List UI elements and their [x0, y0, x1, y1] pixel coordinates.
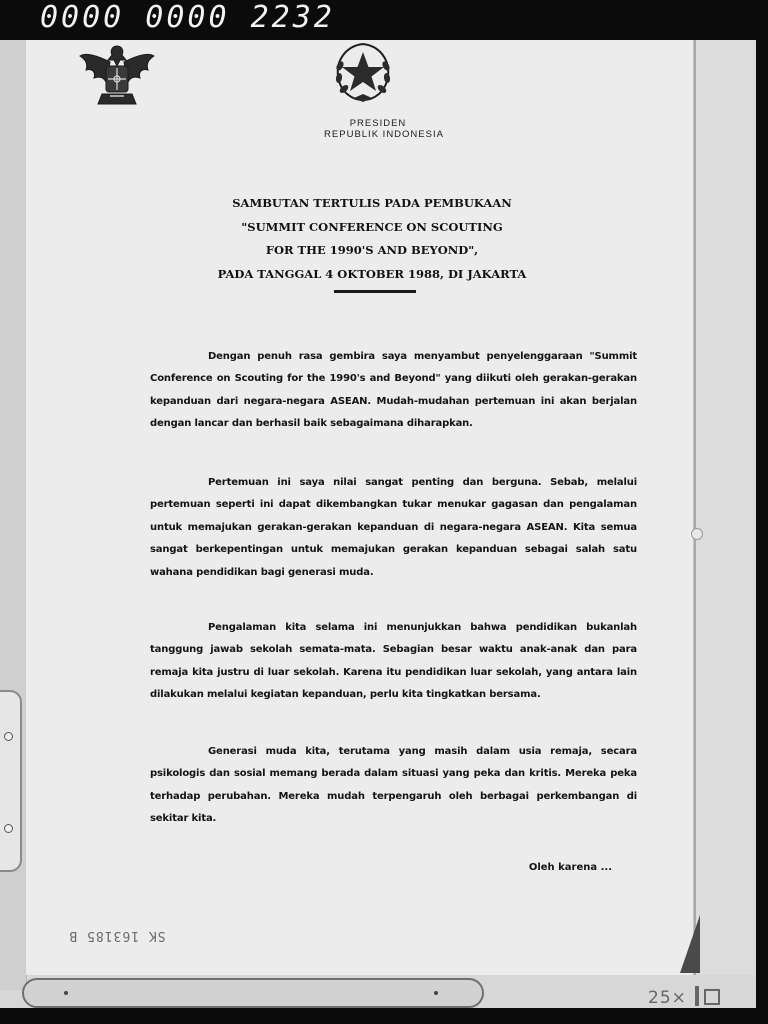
paragraph-text: Pertemuan ini saya nilai sangat penting dan berguna. Sebab, melalui pertemuan seperti ini dapat dikembangkan tukar menukar gagasan dan pengalaman untuk memajukan gerakan-gerakan kepanduan di negara-negara ASEAN. Kita semua sangat berkepentingan untuk memajukan gerakan kepanduan sebagai salah satu wahana pendidikan bagi generasi muda.: [150, 477, 637, 578]
title-underline: [334, 290, 416, 293]
binder-hole-icon: [4, 732, 13, 741]
body-paragraph-1: [150, 346, 637, 436]
film-bottom-border: [0, 1010, 768, 1024]
paragraph-text: Generasi muda kita, terutama yang masih dalam usia remaja, secara psikologis dan sosial memang berada dalam situasi yang peka dan kritis. Mereka peka terhadap perubahan. Mereka mudah terpengaruh oleh berbagai perkembangan di sekitar kita.: [150, 746, 637, 825]
body-paragraph-4: [150, 741, 637, 831]
title-line: FOR THE 1990'S AND BEYOND",: [265, 243, 479, 257]
paragraph-text: Pengalaman kita selama ini menunjukkan bahwa pendidikan bukanlah tanggung jawab sekolah semata-mata. Sebagian besar waktu anak-anak dan para remaja kita justru di luar sekolah. Karena itu pendidikan luar sekolah, yang antara lain dilakukan melalui kegiatan kepanduan, perlu kita tingkatkan bersama.: [150, 622, 637, 701]
binder-tab: [0, 690, 22, 872]
office-line-presiden: PRESIDEN: [349, 118, 407, 129]
office-line-republik: REPUBLIK INDONESIA: [324, 129, 444, 140]
film-scroll-bar[interactable]: [22, 978, 484, 1008]
scroll-dot-icon: [64, 991, 68, 995]
continuation-text: Oleh karena ...: [528, 862, 612, 873]
reduction-ratio-text: 25×: [648, 988, 687, 1008]
underlying-page-edge: [694, 40, 756, 975]
document-title: [150, 192, 594, 286]
film-frame-counter: 0000 0000 2232: [40, 0, 335, 35]
scroll-dot-icon: [434, 991, 438, 995]
presidential-star-seal-icon: [318, 36, 408, 108]
archive-stamp: SK 163185 B: [68, 928, 166, 943]
title-line: SAMBUTAN TERTULIS PADA PEMBUKAAN: [232, 196, 512, 210]
title-line: PADA TANGGAL 4 OKTOBER 1988, DI JAKARTA: [217, 266, 527, 281]
paragraph-text: Dengan penuh rasa gembira saya menyambut penyelenggaraan "Summit Conference on Scouting for the 1990's and Beyond" yang diikuti oleh gerakan-gerakan kepanduan dari negara-negara ASEAN. Mudah-mudahan pertemuan ini akan berjalan dengan lancar dan berhasil baik sebagaimana diharapkan.: [150, 351, 637, 430]
title-line: "SUMMIT CONFERENCE ON SCOUTING: [241, 219, 503, 234]
body-paragraph-3: [150, 617, 637, 707]
body-paragraph-2: [150, 472, 637, 584]
page-corner-fold: [680, 915, 700, 973]
reduction-target-icon: [693, 986, 725, 1006]
reduction-ratio-label: [648, 986, 748, 1008]
page-punch-hole-icon: [691, 528, 703, 540]
garuda-emblem-icon: [72, 38, 162, 114]
binder-hole-icon: [4, 824, 13, 833]
